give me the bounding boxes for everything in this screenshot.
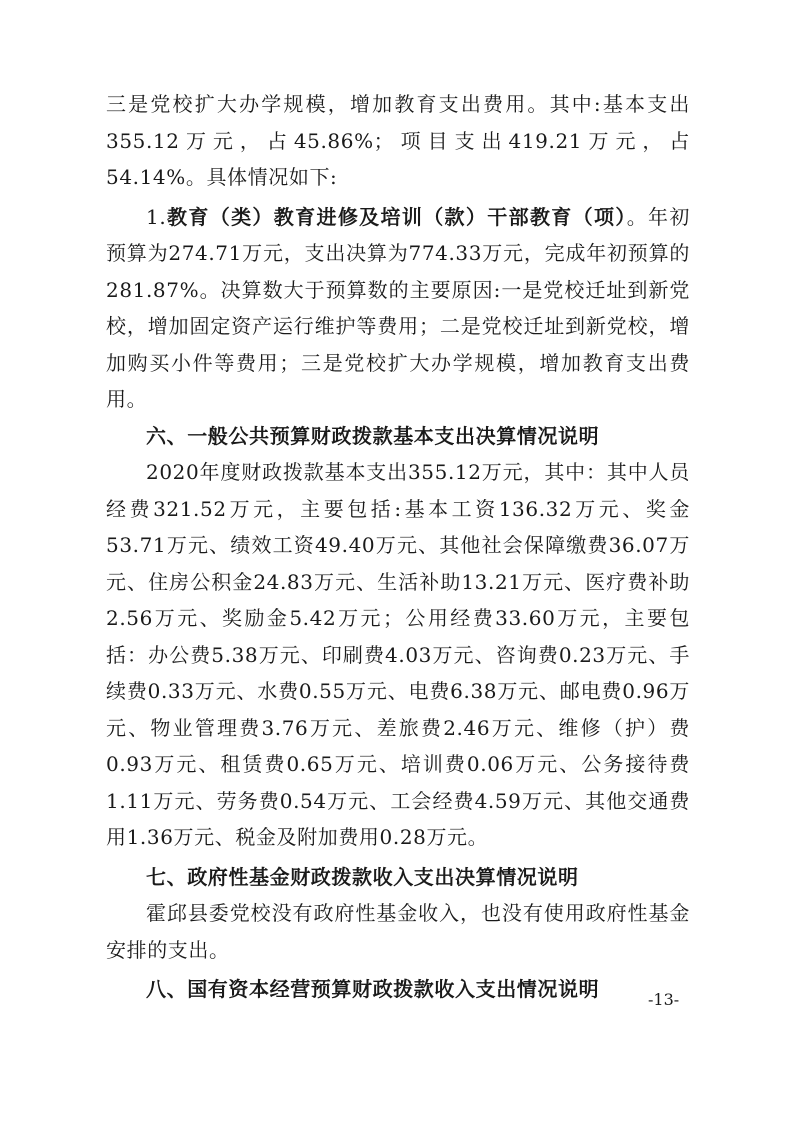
section-heading-state-capital: 八、国有资本经营预算财政拨款收入支出情况说明 <box>146 977 600 1001</box>
section-heading-basic-expenditure: 六、一般公共预算财政拨款基本支出决算情况说明 <box>146 423 600 448</box>
paragraph-basic-expenditure-detail: 2020年度财政拨款基本支出355.12万元，其中：其中人员经费321.52万元，主要包括:基本工资136.32万元、奖金53.71万元、绩效工资49.40万元、其他社会保障缴费36.07万元、住房公积金24.83万元、生活补助13.21万元、医疗费补助2.56万元、奖励金5.42万元；公用经费33.60万元，主要包括：办公费5.38万元、印刷费4.03万元、咨询费0.23万元、手续费0.33万元、水费0.55万元、电费6.38万元、邮电费0.96万元、物业管理费3.76万元、差旅费2.46万元、维修（护）费0.93万元、租赁费0.65万元、培训费0.06万元、公务接待费1.11万元、劳务费0.54万元、工会经费4.59万元、其他交通费用1.36万元、税金及附加费用0.28万元。 <box>106 460 690 849</box>
section-heading-government-fund: 七、政府性基金财政拨款收入支出决算情况说明 <box>146 864 579 889</box>
item-number: 1. <box>146 204 167 229</box>
paragraph-project-expense-summary: 三是党校扩大办学规模，增加教育支出费用。其中:基本支出355.12万元，占45.86%；项目支出419.21万元，占54.14%。具体情况如下: <box>106 92 690 189</box>
paragraph-cadre-education <box>106 199 690 418</box>
item-category-title: 教育（类）教育进修及培训（款）干部教育（项） <box>166 204 627 229</box>
page-number: -13- <box>648 990 680 1009</box>
item-description: 。年初预算为274.71万元，支出决算为774.33万元，完成年初预算的281.87%。决算数大于预算数的主要原因:一是党校迁址到新党校，增加固定资产运行维护等费用；二是党校迁址到新党校，增加购买小件等费用；三是党校扩大办学规模，增加教育支出费用。 <box>106 204 690 411</box>
document-page <box>106 86 690 1008</box>
paragraph-government-fund-detail: 霍邱县委党校没有政府性基金收入，也没有使用政府性基金安排的支出。 <box>106 901 690 962</box>
